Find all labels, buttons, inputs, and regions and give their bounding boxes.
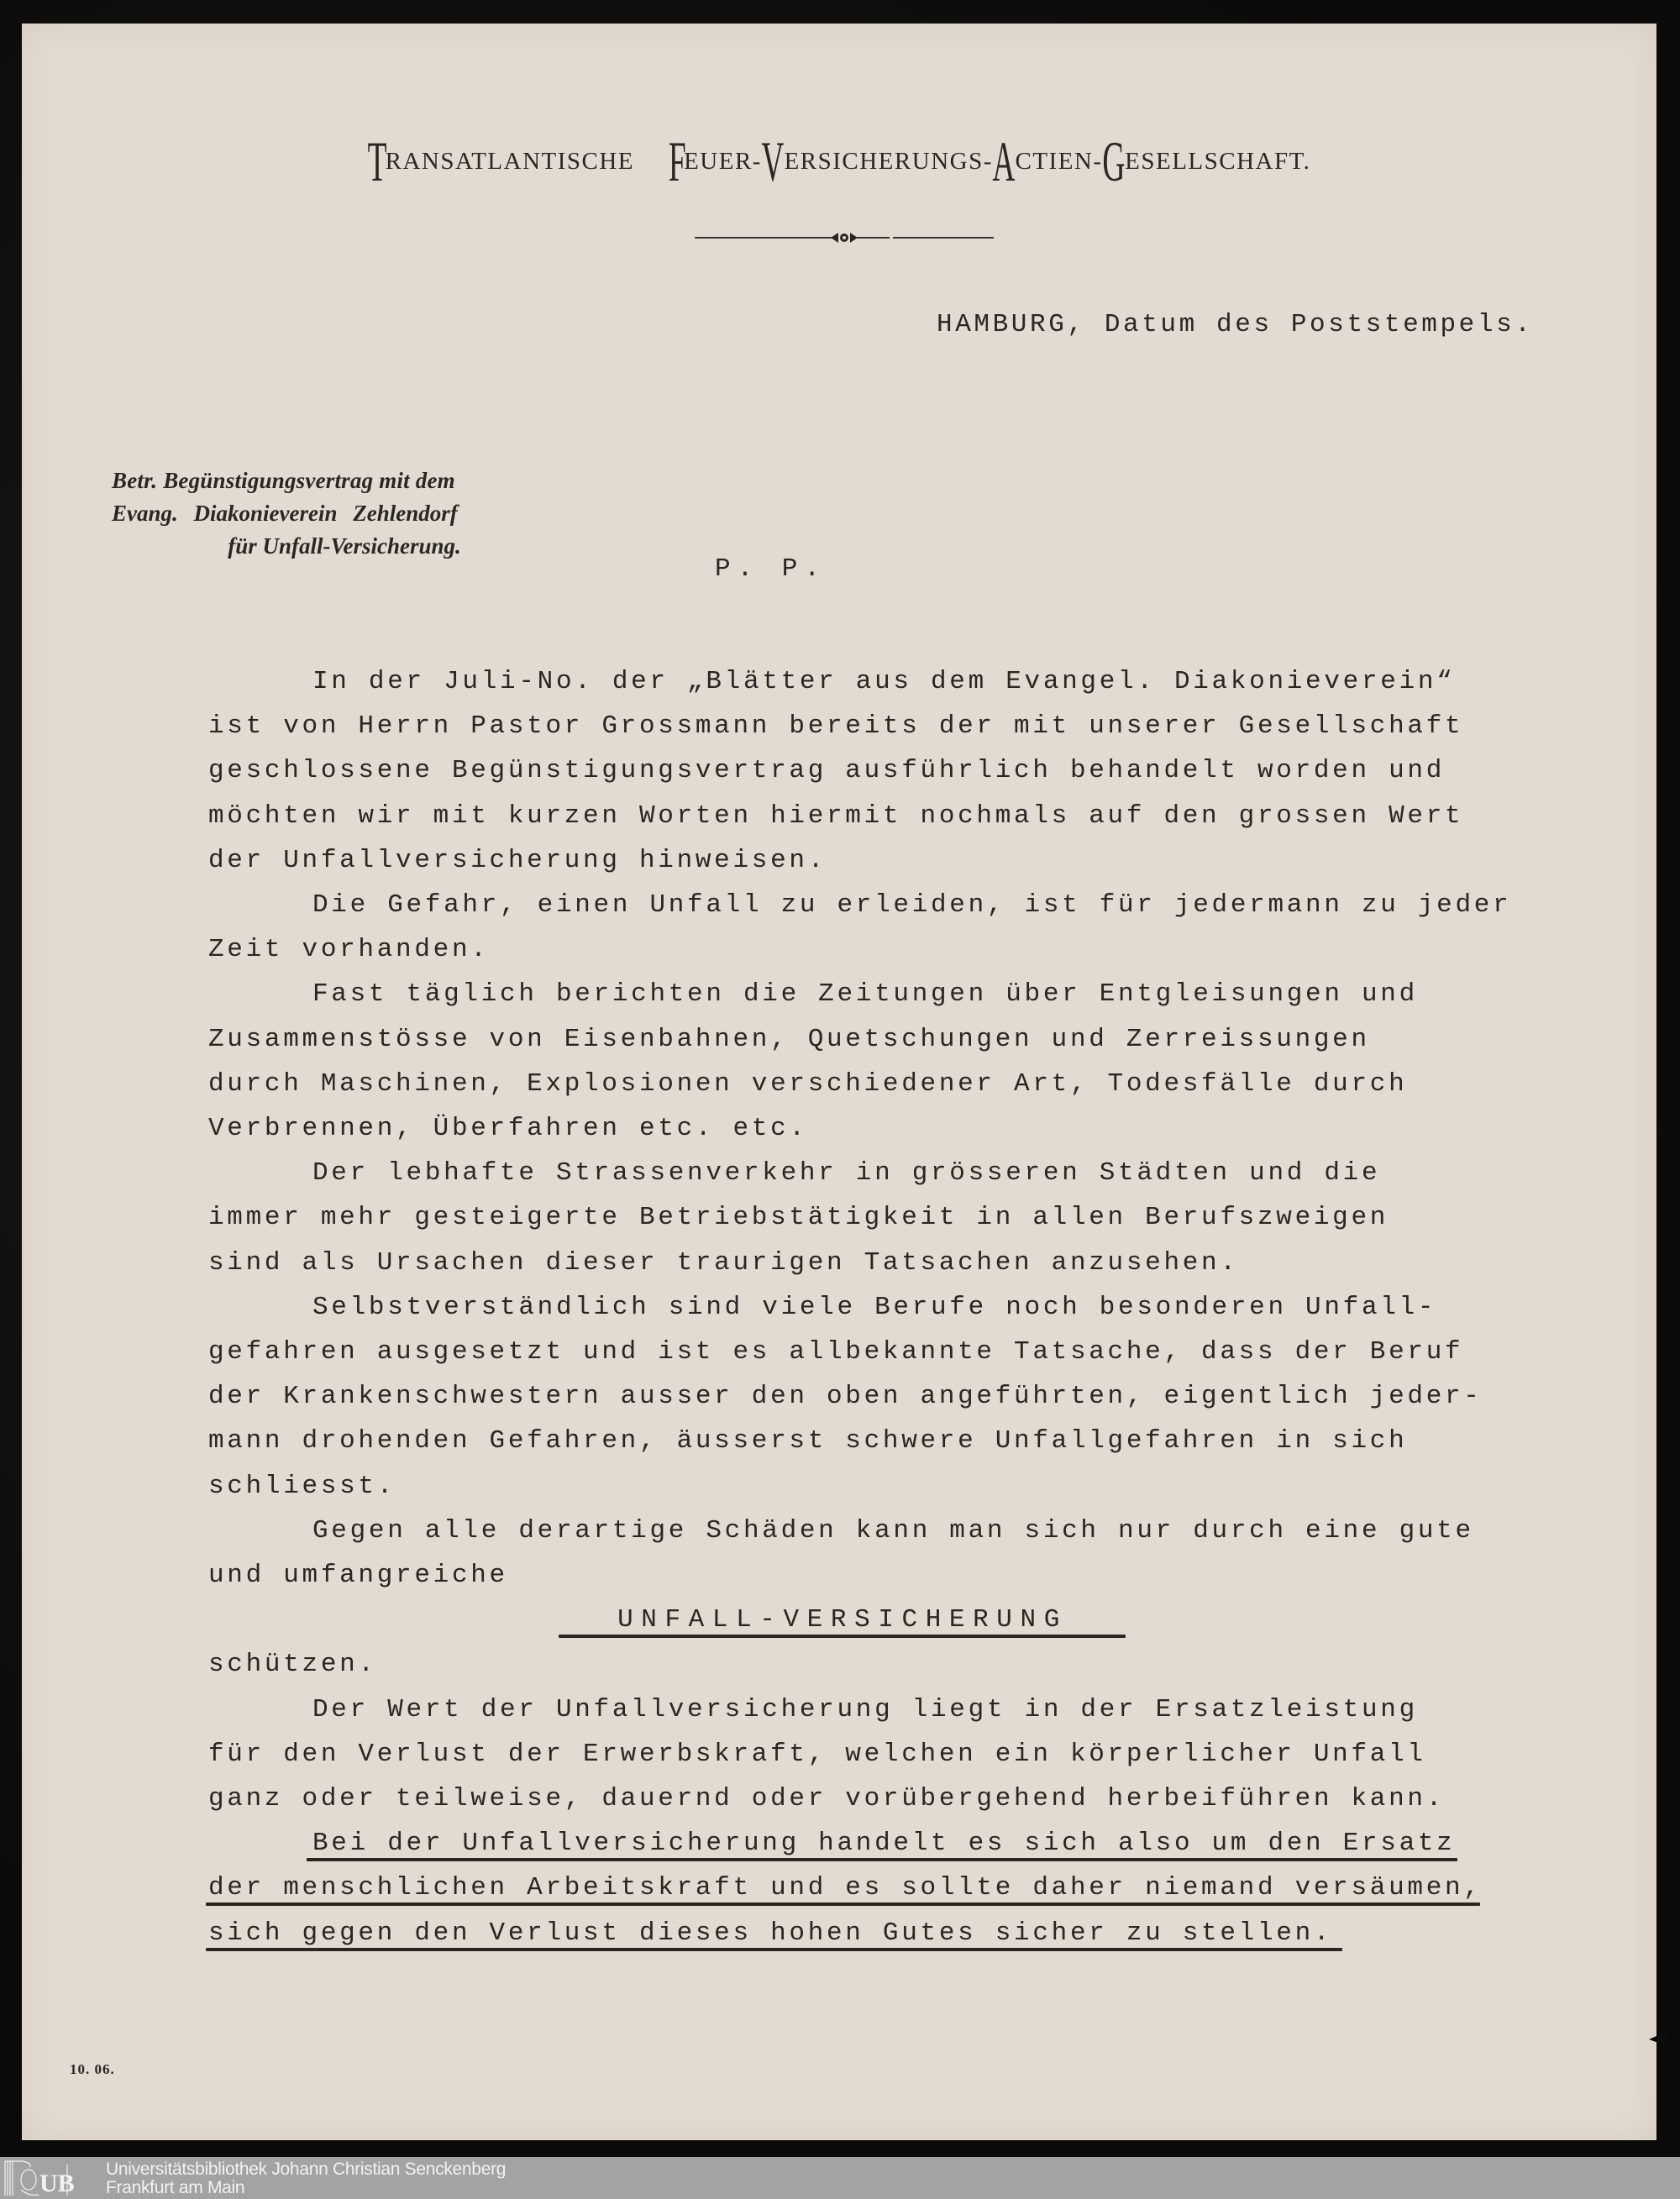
subject-reference <box>101 464 588 563</box>
body-line: sich gegen den Verlust dieses hohen Gutes sicher zu stellen. <box>208 1918 1333 1948</box>
body-line: möchten wir mit kurzen Worten hiermit nochmals auf den grossen Wert <box>208 800 1464 831</box>
underline-rule <box>559 1635 1126 1638</box>
body-line: In der Juli-No. der „Blätter aus dem Evangel. Diakonieverein“ <box>312 667 1456 696</box>
body-line: Der lebhafte Strassenverkehr in grösseren Städten und die <box>312 1158 1381 1189</box>
underline-rule <box>206 1948 1342 1951</box>
underline-rule <box>206 1902 1480 1906</box>
divider-line-left-inner <box>794 237 832 239</box>
ornamental-divider <box>695 232 994 244</box>
subject-line-1: Betr. Begünstigungsvertrag mit dem <box>112 468 455 493</box>
library-city: Frankfurt am Main <box>106 2178 245 2197</box>
body-line: Verbrennen, Überfahren etc. etc. <box>208 1114 808 1143</box>
body-line: schützen. <box>208 1650 377 1680</box>
university-library-logo-icon <box>3 2160 94 2196</box>
print-code: 10. 06. <box>70 2061 115 2077</box>
body-line: und umfangreiche <box>208 1561 508 1590</box>
divider-ornament-icon <box>831 232 858 244</box>
body-line: der Krankenschwestern ausser den oben angeführten, eigentlich jeder- <box>208 1382 1483 1412</box>
library-institution-name: Universitätsbibliothek Johann Christian Senckenberg <box>106 2160 507 2179</box>
letterhead-word-3: VERSICHERUNGS- <box>761 129 993 193</box>
letterhead-word-2: FEUER- <box>668 129 762 193</box>
heading-unfall-versicherung: UNFALL-VERSICHERUNG <box>617 1605 1068 1635</box>
letterhead-word-4: ACTIEN- <box>992 129 1103 193</box>
body-line: Zeit vorhanden. <box>208 935 490 965</box>
body-line: Selbstverständlich sind viele Berufe noch besonderen Unfall- <box>312 1292 1437 1322</box>
letterhead-word-1: TRANSATLANTISCHE <box>367 129 635 193</box>
body-line: ist von Herrn Pastor Grossmann bereits der mit unserer Gesellschaft <box>208 711 1464 742</box>
paper-tear <box>1649 2031 1667 2046</box>
library-footer-bar <box>0 2157 1680 2199</box>
body-line: durch Maschinen, Explosionen verschiedener Art, Todesfälle durch <box>208 1068 1408 1099</box>
body-line: Gegen alle derartige Schäden kann man sich nur durch eine gute <box>312 1515 1474 1546</box>
ub-logo-text: UB <box>39 2170 75 2196</box>
body-line: für den Verlust der Erwerbskraft, welchen ein körperlicher Unfall <box>208 1739 1426 1769</box>
body-line: Zusammenstösse von Eisenbahnen, Quetschungen und Zerreissungen <box>208 1024 1370 1054</box>
body-line: Bei der Unfallversicherung handelt es sich also um den Ersatz <box>312 1829 1456 1859</box>
divider-line-left <box>695 237 795 239</box>
letterhead-company-name <box>0 129 1680 193</box>
body-line: mann drohenden Gefahren, äusserst schwere Unfallgefahren in sich <box>208 1426 1408 1456</box>
divider-line-right-inner <box>856 237 890 239</box>
body-line: Fast täglich berichten die Zeitungen über Entgleisungen und <box>312 979 1418 1010</box>
body-line: der Unfallversicherung hinweisen. <box>208 845 827 875</box>
divider-line-right <box>893 237 994 239</box>
subject-line-2: Evang. Diakonieverein Zehlendorf <box>112 501 458 526</box>
underline-rule <box>307 1858 1457 1861</box>
body-line: ganz oder teilweise, dauernd oder vorübergehend herbeiführen kann. <box>208 1784 1445 1813</box>
body-line: der menschlichen Arbeitskraft und es sollte daher niemand versäumen, <box>208 1873 1483 1903</box>
place-and-date: HAMBURG, Datum des Poststempels. <box>937 310 1534 339</box>
body-line: gefahren ausgesetzt und ist es allbekannte Tatsache, dass der Beruf <box>208 1337 1464 1367</box>
body-line: sind als Ursachen dieser traurigen Tatsachen anzusehen. <box>208 1247 1239 1278</box>
body-line: immer mehr gesteigerte Betriebstätigkeit in allen Berufszweigen <box>208 1203 1389 1233</box>
body-line: schliesst. <box>208 1471 396 1501</box>
subject-line-3: für Unfall-Versicherung. <box>228 533 461 559</box>
body-line: Der Wert der Unfallversicherung liegt in der Ersatzleistung <box>312 1694 1418 1724</box>
body-line: geschlossene Begünstigungsvertrag ausführlich behandelt worden und <box>208 756 1445 786</box>
letterhead-word-5: GESELLSCHAFT. <box>1101 129 1311 193</box>
salutation: P. P. <box>715 554 827 584</box>
body-line: Die Gefahr, einen Unfall zu erleiden, ist für jedermann zu jeder <box>312 890 1512 920</box>
